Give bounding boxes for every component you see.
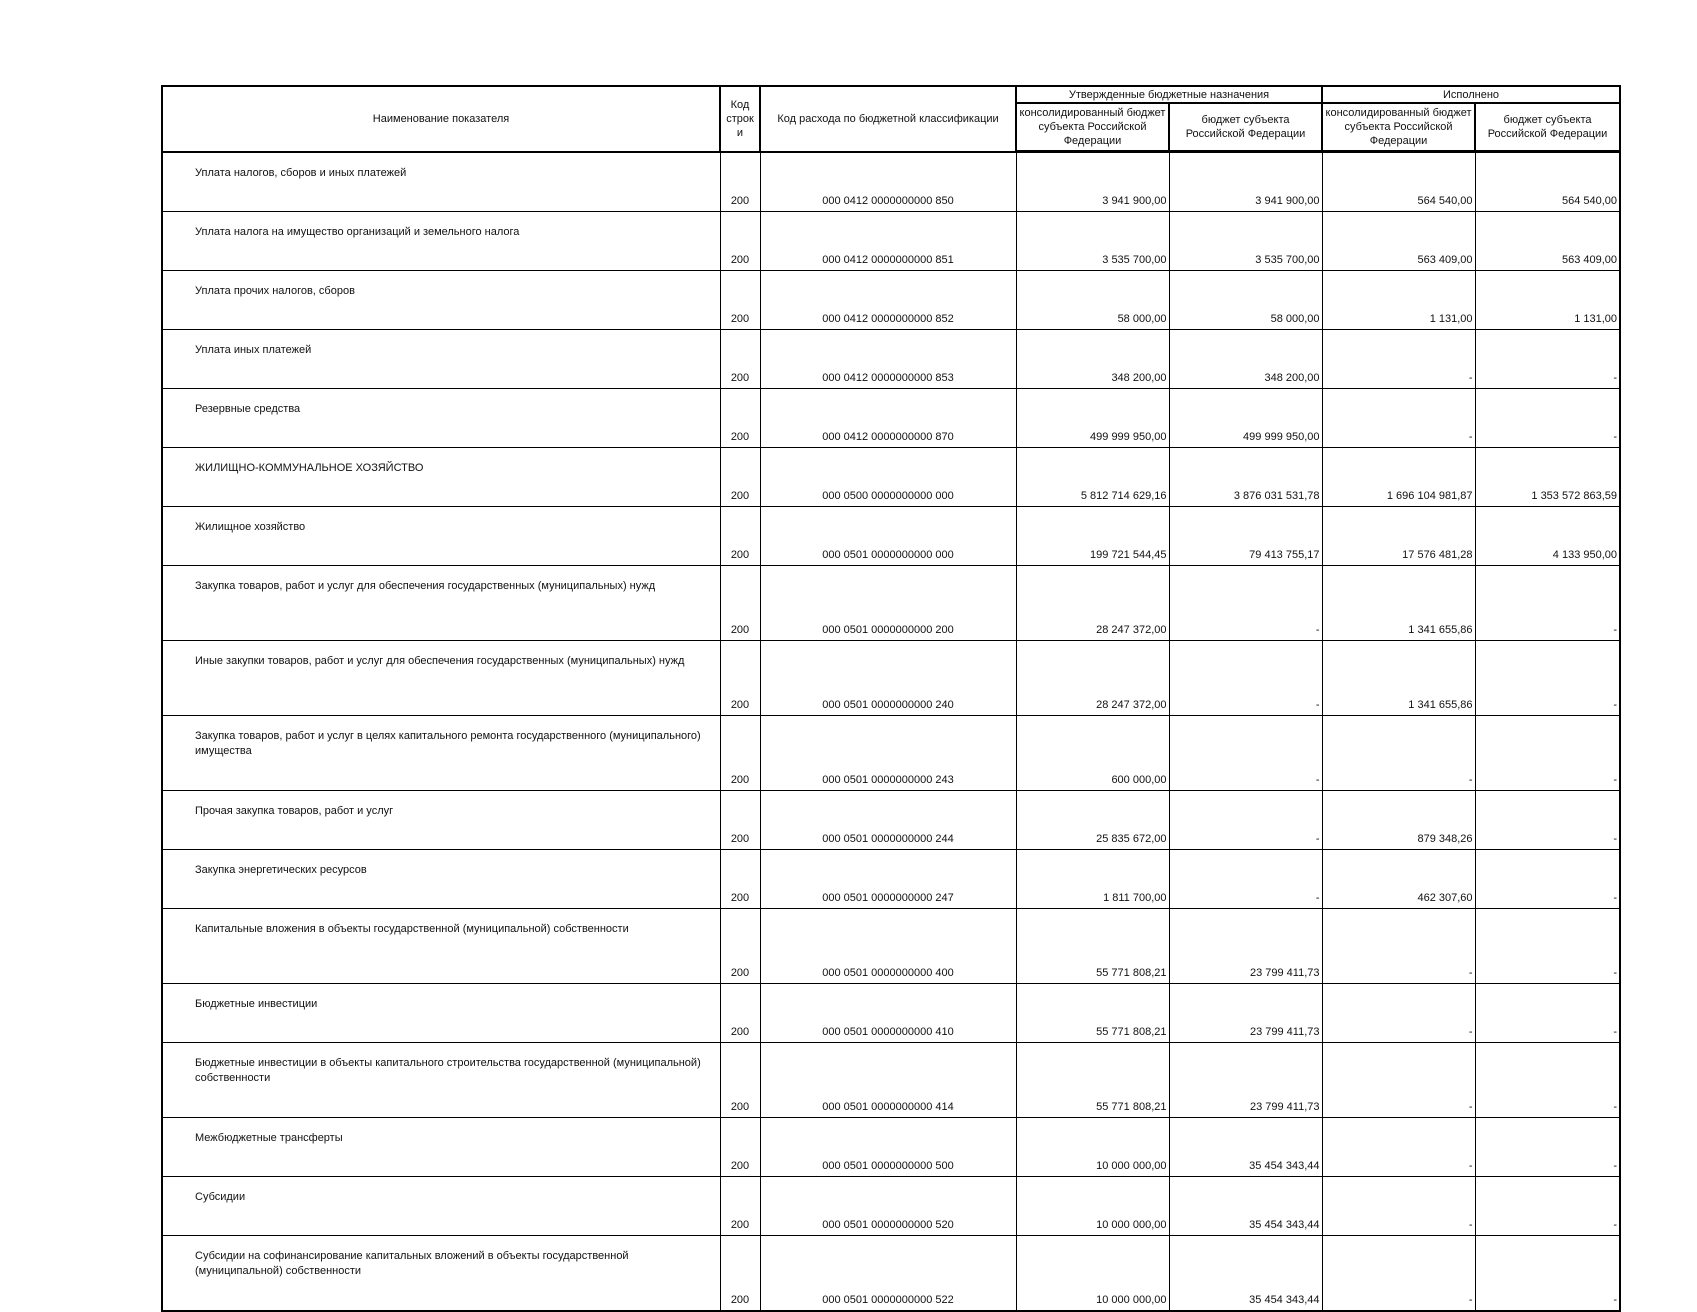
budget-execution-table [161,85,1621,1312]
executed-subject-value: - [1475,565,1620,640]
executed-consolidated-value: 462 307,60 [1322,849,1475,908]
approved-subject-value: - [1169,790,1322,849]
approved-subject-value: 79 413 755,17 [1169,506,1322,565]
line-code: 200 [720,1042,760,1117]
indicator-name: Капитальные вложения в объекты государственной (муниципальной) собственности [162,908,720,983]
table-row [162,983,1620,1042]
approved-consolidated-value: 55 771 808,21 [1016,983,1169,1042]
approved-consolidated-value: 600 000,00 [1016,715,1169,790]
executed-consolidated-value: - [1322,983,1475,1042]
classification-code: 000 0412 0000000000 853 [760,329,1016,388]
classification-code: 000 0501 0000000000 520 [760,1176,1016,1235]
table-row [162,447,1620,506]
approved-subject-value: - [1169,849,1322,908]
executed-subject-value: - [1475,1117,1620,1176]
executed-consolidated-value: - [1322,388,1475,447]
line-code: 200 [720,329,760,388]
executed-consolidated-value: - [1322,715,1475,790]
indicator-name: Бюджетные инвестиции в объекты капитального строительства государственной (муниципальной) собственности [162,1042,720,1117]
classification-code: 000 0501 0000000000 200 [760,565,1016,640]
table-row [162,1235,1620,1311]
approved-consolidated-value: 5 812 714 629,16 [1016,447,1169,506]
approved-consolidated-value: 28 247 372,00 [1016,565,1169,640]
executed-subject-value: - [1475,790,1620,849]
executed-consolidated-value: 879 348,26 [1322,790,1475,849]
header-approved-consolidated: консолидированный бюджет субъекта Российской Федерации [1016,103,1169,152]
line-code: 200 [720,908,760,983]
classification-code: 000 0412 0000000000 850 [760,152,1016,212]
approved-subject-value: 35 454 343,44 [1169,1176,1322,1235]
indicator-name: Закупка товаров, работ и услуг для обеспечения государственных (муниципальных) нужд [162,565,720,640]
indicator-name: Субсидии [162,1176,720,1235]
executed-subject-value: 564 540,00 [1475,152,1620,212]
table-row [162,270,1620,329]
approved-consolidated-value: 10 000 000,00 [1016,1235,1169,1311]
approved-consolidated-value: 55 771 808,21 [1016,1042,1169,1117]
indicator-name: Жилищное хозяйство [162,506,720,565]
executed-consolidated-value: 1 341 655,86 [1322,565,1475,640]
line-code: 200 [720,715,760,790]
classification-code: 000 0501 0000000000 244 [760,790,1016,849]
executed-subject-value: - [1475,1235,1620,1311]
approved-consolidated-value: 3 941 900,00 [1016,152,1169,212]
indicator-name: Бюджетные инвестиции [162,983,720,1042]
executed-subject-value: - [1475,388,1620,447]
executed-subject-value: - [1475,329,1620,388]
indicator-name: Прочая закупка товаров, работ и услуг [162,790,720,849]
line-code: 200 [720,270,760,329]
classification-code: 000 0501 0000000000 243 [760,715,1016,790]
approved-consolidated-value: 55 771 808,21 [1016,908,1169,983]
executed-consolidated-value: 1 696 104 981,87 [1322,447,1475,506]
executed-consolidated-value: 1 341 655,86 [1322,640,1475,715]
table-row [162,211,1620,270]
classification-code: 000 0501 0000000000 247 [760,849,1016,908]
executed-consolidated-value: - [1322,908,1475,983]
approved-subject-value: 3 876 031 531,78 [1169,447,1322,506]
table-row [162,565,1620,640]
line-code: 200 [720,983,760,1042]
table-row [162,329,1620,388]
line-code: 200 [720,211,760,270]
classification-code: 000 0412 0000000000 852 [760,270,1016,329]
approved-subject-value: 23 799 411,73 [1169,1042,1322,1117]
line-code: 200 [720,152,760,212]
table-row [162,152,1620,212]
classification-code: 000 0412 0000000000 870 [760,388,1016,447]
classification-code: 000 0501 0000000000 410 [760,983,1016,1042]
line-code: 200 [720,447,760,506]
line-code: 200 [720,849,760,908]
table-row [162,506,1620,565]
header-approved-subject: бюджет субъекта Российской Федерации [1169,103,1322,152]
approved-subject-value: 23 799 411,73 [1169,908,1322,983]
line-code: 200 [720,790,760,849]
table-row [162,790,1620,849]
header-line-code: Код строк и [720,86,760,152]
executed-consolidated-value: 1 131,00 [1322,270,1475,329]
line-code: 200 [720,1235,760,1311]
header-executed-consolidated: консолидированный бюджет субъекта Российской Федерации [1322,103,1475,152]
indicator-name: Межбюджетные трансферты [162,1117,720,1176]
table-row [162,908,1620,983]
executed-consolidated-value: - [1322,1235,1475,1311]
header-budget-classification-code: Код расхода по бюджетной классификации [760,86,1016,152]
line-code: 200 [720,565,760,640]
table-body [162,152,1620,1311]
line-code: 200 [720,388,760,447]
approved-consolidated-value: 10 000 000,00 [1016,1117,1169,1176]
executed-subject-value: - [1475,849,1620,908]
executed-subject-value: 1 131,00 [1475,270,1620,329]
table-row [162,1176,1620,1235]
classification-code: 000 0412 0000000000 851 [760,211,1016,270]
executed-subject-value: - [1475,1042,1620,1117]
indicator-name: Закупка энергетических ресурсов [162,849,720,908]
approved-consolidated-value: 1 811 700,00 [1016,849,1169,908]
executed-consolidated-value: 563 409,00 [1322,211,1475,270]
indicator-name: Резервные средства [162,388,720,447]
table-row [162,388,1620,447]
indicator-name: ЖИЛИЩНО-КОММУНАЛЬНОЕ ХОЗЯЙСТВО [162,447,720,506]
approved-consolidated-value: 10 000 000,00 [1016,1176,1169,1235]
classification-code: 000 0501 0000000000 500 [760,1117,1016,1176]
table-row [162,715,1620,790]
line-code: 200 [720,640,760,715]
approved-consolidated-value: 28 247 372,00 [1016,640,1169,715]
executed-subject-value: 563 409,00 [1475,211,1620,270]
classification-code: 000 0501 0000000000 522 [760,1235,1016,1311]
approved-subject-value: - [1169,565,1322,640]
table-row [162,640,1620,715]
approved-subject-value: 499 999 950,00 [1169,388,1322,447]
classification-code: 000 0500 0000000000 000 [760,447,1016,506]
indicator-name: Уплата прочих налогов, сборов [162,270,720,329]
approved-consolidated-value: 499 999 950,00 [1016,388,1169,447]
header-executed-group: Исполнено [1322,86,1620,103]
line-code: 200 [720,1176,760,1235]
approved-subject-value: 35 454 343,44 [1169,1117,1322,1176]
indicator-name: Субсидии на софинансирование капитальных вложений в объекты государственной (муниципальной) собственности [162,1235,720,1311]
executed-subject-value: - [1475,1176,1620,1235]
approved-consolidated-value: 3 535 700,00 [1016,211,1169,270]
approved-subject-value: 348 200,00 [1169,329,1322,388]
executed-subject-value: - [1475,983,1620,1042]
executed-subject-value: - [1475,640,1620,715]
indicator-name: Уплата налога на имущество организаций и земельного налога [162,211,720,270]
executed-consolidated-value: 564 540,00 [1322,152,1475,212]
header-indicator-name: Наименование показателя [162,86,720,152]
indicator-name: Уплата иных платежей [162,329,720,388]
executed-consolidated-value: - [1322,1176,1475,1235]
executed-subject-value: 4 133 950,00 [1475,506,1620,565]
executed-consolidated-value: 17 576 481,28 [1322,506,1475,565]
classification-code: 000 0501 0000000000 400 [760,908,1016,983]
table-row [162,1117,1620,1176]
line-code: 200 [720,1117,760,1176]
approved-subject-value: 58 000,00 [1169,270,1322,329]
approved-consolidated-value: 58 000,00 [1016,270,1169,329]
approved-subject-value: - [1169,715,1322,790]
classification-code: 000 0501 0000000000 000 [760,506,1016,565]
header-executed-subject: бюджет субъекта Российской Федерации [1475,103,1620,152]
executed-subject-value: - [1475,715,1620,790]
executed-consolidated-value: - [1322,1117,1475,1176]
indicator-name: Уплата налогов, сборов и иных платежей [162,152,720,212]
executed-subject-value: 1 353 572 863,59 [1475,447,1620,506]
executed-consolidated-value: - [1322,329,1475,388]
classification-code: 000 0501 0000000000 240 [760,640,1016,715]
approved-subject-value: 3 535 700,00 [1169,211,1322,270]
indicator-name: Иные закупки товаров, работ и услуг для обеспечения государственных (муниципальных) нужд [162,640,720,715]
approved-subject-value: 3 941 900,00 [1169,152,1322,212]
classification-code: 000 0501 0000000000 414 [760,1042,1016,1117]
approved-subject-value: 23 799 411,73 [1169,983,1322,1042]
executed-consolidated-value: - [1322,1042,1475,1117]
executed-subject-value: - [1475,908,1620,983]
approved-subject-value: - [1169,640,1322,715]
approved-consolidated-value: 25 835 672,00 [1016,790,1169,849]
header-approved-group: Утвержденные бюджетные назначения [1016,86,1322,103]
table-row [162,1042,1620,1117]
line-code: 200 [720,506,760,565]
table-row [162,849,1620,908]
approved-consolidated-value: 199 721 544,45 [1016,506,1169,565]
approved-subject-value: 35 454 343,44 [1169,1235,1322,1311]
approved-consolidated-value: 348 200,00 [1016,329,1169,388]
indicator-name: Закупка товаров, работ и услуг в целях капитального ремонта государственного (муниципального) имущества [162,715,720,790]
